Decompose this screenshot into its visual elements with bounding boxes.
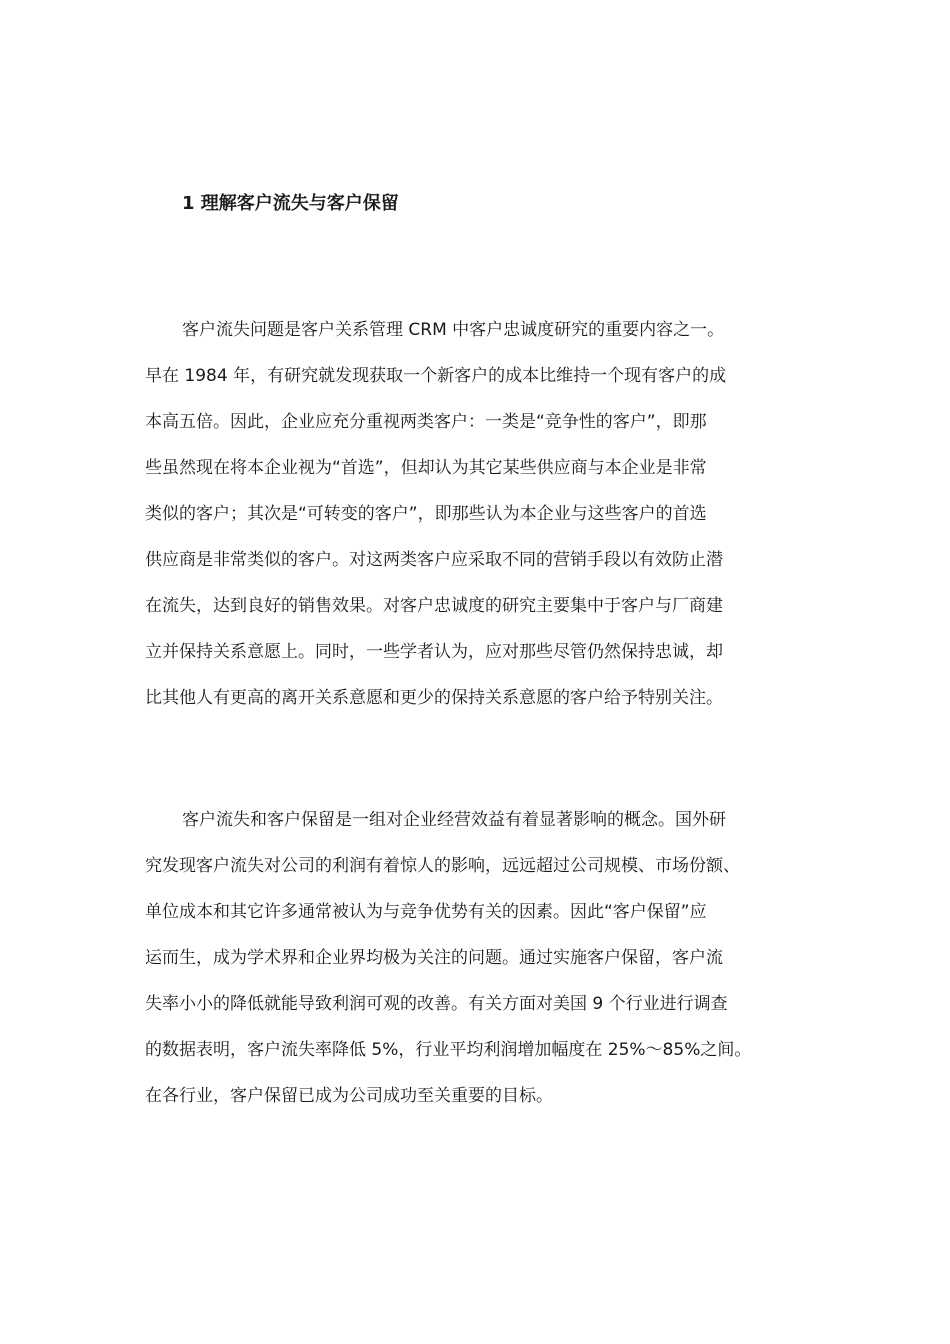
paragraph-line: 究发现客户流失对公司的利润有着惊人的影响，远远超过公司规模、市场份额、 [145,856,740,876]
paragraph-line: 单位成本和其它许多通常被认为与竞争优势有关的因素。因此“客户保留”应 [145,902,707,922]
paragraph-line: 早在 1984 年，有研究就发现获取一个新客户的成本比维持一个现有客户的成 [145,366,727,386]
paragraph-line: 的数据表明，客户流失率降低 5%，行业平均利润增加幅度在 25%～85%之间。 [145,1040,752,1060]
paragraph-line: 本高五倍。因此，企业应充分重视两类客户：一类是“竞争性的客户”，即那 [145,412,707,432]
paragraph-line: 在流失，达到良好的销售效果。对客户忠诚度的研究主要集中于客户与厂商建 [145,596,723,616]
paragraph-2 [145,806,805,1128]
section-heading: 1 理解客户流失与客户保留 [182,193,399,214]
paragraph-line: 类似的客户；其次是“可转变的客户”，即那些认为本企业与这些客户的首选 [145,504,707,524]
paragraph-line: 立并保持关系意愿上。同时，一些学者认为，应对那些尽管仍然保持忠诚，却 [145,642,723,662]
paragraph-line: 供应商是非常类似的客户。对这两类客户应采取不同的营销手段以有效防止潜 [145,550,723,570]
paragraph-line: 运而生，成为学术界和企业界均极为关注的问题。通过实施客户保留，客户流 [145,948,723,968]
paragraph-line: 客户流失和客户保留是一组对企业经营效益有着显著影响的概念。国外研 [182,810,726,830]
paragraph-1 [145,316,805,730]
paragraph-line: 失率小小的降低就能导致利润可观的改善。有关方面对美国 9 个行业进行调查 [145,994,728,1014]
paragraph-line: 在各行业，客户保留已成为公司成功至关重要的目标。 [145,1086,553,1106]
paragraph-line: 比其他人有更高的离开关系意愿和更少的保持关系意愿的客户给予特别关注。 [145,688,723,708]
paragraph-line: 客户流失问题是客户关系管理 CRM 中客户忠诚度研究的重要内容之一。 [182,320,725,340]
paragraph-line: 些虽然现在将本企业视为“首选”，但却认为其它某些供应商与本企业是非常 [145,458,707,478]
